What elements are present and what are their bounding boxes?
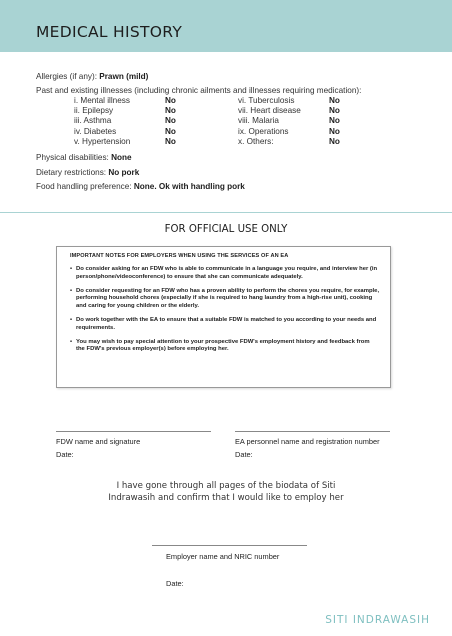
illness-value: No: [329, 96, 340, 105]
note-text: You may wish to pay special attention to your prospective FDW's employment history and feedback from the FDW's previous employer(s) before employing her.: [76, 338, 370, 353]
illness-label: ii. Epilepsy: [74, 106, 114, 116]
fdw-signature-line: [56, 431, 211, 432]
illness-label: viii. Malaria: [238, 116, 279, 126]
food-handling-value: None. Ok with handling pork: [133, 182, 245, 191]
notes-title: IMPORTANT NOTES FOR EMPLOYERS WHEN USING THE SERVICES OF AN EA: [70, 253, 289, 259]
food-handling-label: Food handling preference:: [36, 182, 132, 191]
illness-value: No: [329, 126, 340, 136]
allergies-row: [36, 72, 148, 81]
illness-label: ix. Operations: [238, 126, 289, 136]
note-text: Do work together with the EA to ensure that a suitable FDW is matched to you according to your needs and requirements.: [76, 316, 377, 331]
dietary-value: No pork: [108, 168, 140, 177]
illness-value: No: [165, 136, 176, 146]
employer-notes-box: [56, 246, 391, 388]
physical-label: Physical disabilities:: [36, 153, 109, 162]
illness-row: [74, 137, 404, 147]
illness-value: No: [165, 96, 176, 105]
illness-row: [74, 96, 404, 106]
ea-signature-label: EA personnel name and registration number: [235, 437, 380, 446]
ea-signature-line: [235, 431, 390, 432]
fdw-date-label: Date:: [56, 450, 74, 459]
allergies-value: Prawn (mild): [99, 72, 149, 81]
employer-signature-line: [152, 545, 307, 546]
footer-brand: SITI INDRAWASIH: [325, 614, 430, 626]
illness-label: i. Mental illness: [74, 96, 130, 105]
note-item: [70, 317, 380, 332]
employer-confirmation: I have gone through all pages of the biodata of Siti Indrawasih and confirm that I would like to employ her: [108, 481, 344, 504]
illness-label: iii. Asthma: [74, 116, 112, 126]
illness-label: v. Hypertension: [74, 136, 131, 146]
bullet-icon: •: [70, 266, 73, 272]
illness-row: [74, 106, 404, 116]
note-text: Do consider requesting for an FDW who has a proven ability to perform the chores you require, for example, performing household chores (especially if she is required to hang laundry from a high-rise unit), cooking and caring for young children or the elderly.: [76, 287, 380, 309]
employer-date-label: Date:: [166, 579, 184, 588]
note-text: Do consider asking for an FDW who is able to communicate in a language you require, and interview her (in person/phone/videoconference) to ensure that she can communicate adequately.: [76, 266, 378, 280]
illness-value: No: [329, 136, 340, 146]
bullet-icon: •: [70, 338, 73, 345]
illness-label: iv. Diabetes: [74, 126, 117, 136]
illness-value: No: [165, 116, 176, 126]
physical-value: None: [111, 153, 132, 162]
illness-value: No: [165, 126, 176, 136]
illness-row: [74, 116, 404, 126]
fdw-signature-label: FDW name and signature: [56, 437, 141, 446]
past-illness-label: Past and existing illnesses (including chronic ailments and illnesses requiring medication):: [36, 86, 362, 95]
official-use-title: FOR OFFICIAL USE ONLY: [164, 224, 288, 235]
dietary-label: Dietary restrictions:: [36, 168, 107, 177]
note-item: [70, 288, 380, 311]
allergies-label: Allergies (if any):: [36, 72, 97, 81]
illness-label: vii. Heart disease: [238, 106, 301, 116]
illness-value: No: [329, 106, 340, 116]
illness-label: x. Others:: [238, 136, 274, 146]
ea-date-label: Date:: [235, 450, 253, 459]
illness-label: vi. Tuberculosis: [238, 96, 295, 105]
note-item: [70, 266, 380, 281]
physical-row: [36, 153, 132, 162]
page-title: MEDICAL HISTORY: [36, 23, 183, 41]
dietary-row: [36, 168, 139, 177]
employer-signature-label: Employer name and NRIC number: [166, 552, 280, 561]
bullet-icon: •: [70, 316, 73, 323]
illness-value: No: [329, 116, 340, 126]
illness-row: [74, 127, 404, 137]
section-divider: [0, 212, 452, 213]
food-handling-row: [36, 182, 245, 191]
bullet-icon: •: [70, 287, 73, 294]
illness-value: No: [165, 106, 176, 116]
illness-grid: [74, 96, 404, 147]
note-item: [70, 339, 380, 354]
